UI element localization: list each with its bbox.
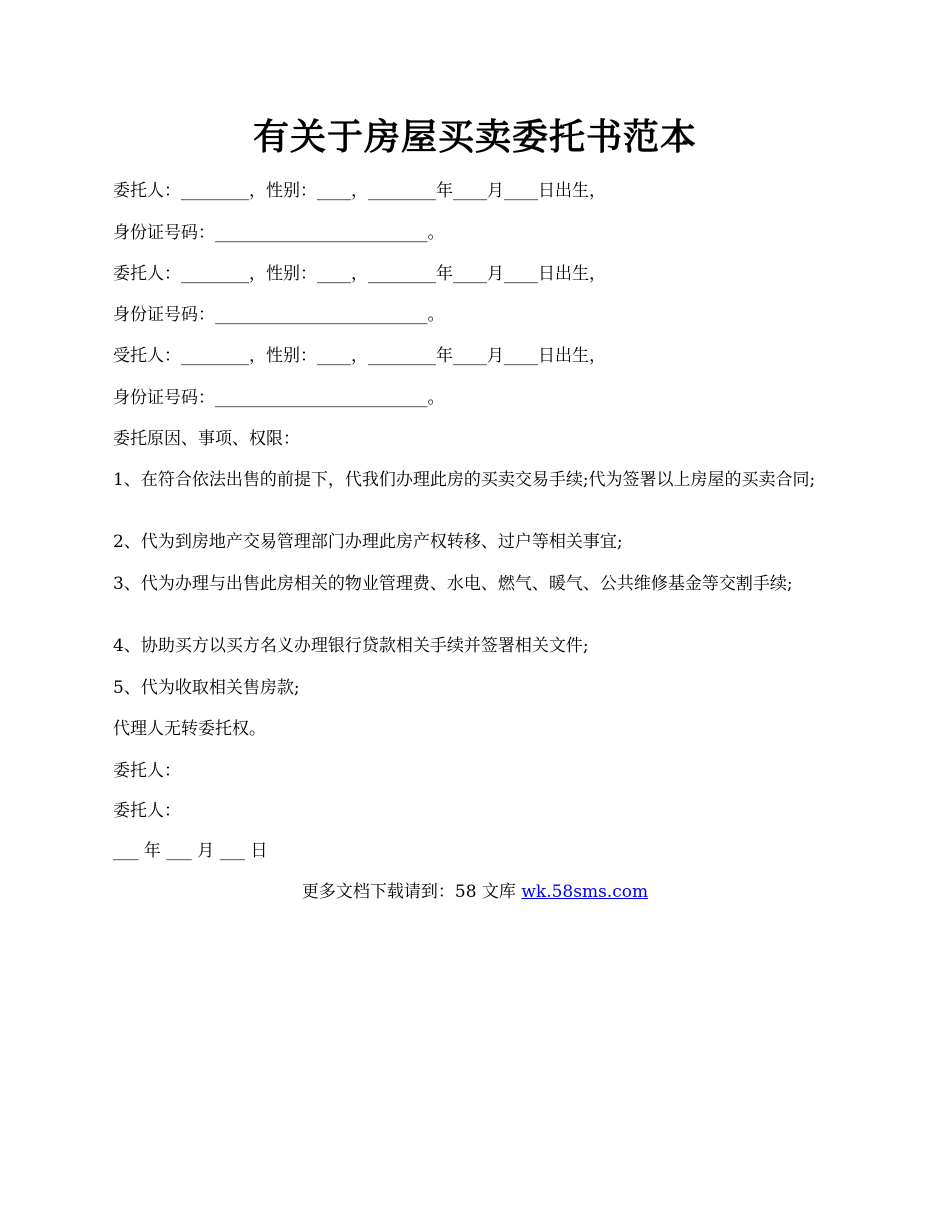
footer-link[interactable]: wk.58sms.com (521, 882, 649, 902)
document-title: 有关于房屋买卖委托书范本 (252, 116, 697, 158)
signature-date: ___ 年 ___ 月 ___ 日 (113, 841, 268, 861)
footer (0, 880, 950, 904)
authority-item-1: 1、在符合依法出售的前提下，代我们办理此房的买卖交易手续;代为签署以上房屋的买卖合同; (113, 470, 816, 490)
delegator-2-id-line: 身份证号码：_________________________。 (113, 305, 445, 325)
delegator-2-line: 委托人：________，性别：____，________年____月____日出生， (113, 264, 606, 284)
footer-prefix: 更多文档下载请到：58 文库 (301, 882, 522, 902)
authority-heading: 委托原因、事项、权限： (113, 429, 300, 449)
delegator-1-line: 委托人：________，性别：____，________年____月____日出生， (113, 181, 606, 201)
authority-item-4: 4、协助买方以买方名义办理银行贷款相关手续并签署相关文件; (113, 636, 589, 656)
no-sub-delegation-line: 代理人无转委托权。 (113, 719, 266, 739)
delegator-signature-1: 委托人： (113, 761, 181, 781)
trustee-id-line: 身份证号码：_________________________。 (113, 388, 445, 408)
authority-item-5: 5、代为收取相关售房款; (113, 678, 300, 698)
authority-item-2: 2、代为到房地产交易管理部门办理此房产权转移、过户等相关事宜; (113, 532, 623, 552)
trustee-line: 受托人：________，性别：____，________年____月____日出生， (113, 346, 606, 366)
delegator-signature-2: 委托人： (113, 801, 181, 821)
authority-item-3: 3、代为办理与出售此房相关的物业管理费、水电、燃气、暖气、公共维修基金等交割手续; (113, 574, 793, 594)
delegator-1-id-line: 身份证号码：_________________________。 (113, 223, 445, 243)
